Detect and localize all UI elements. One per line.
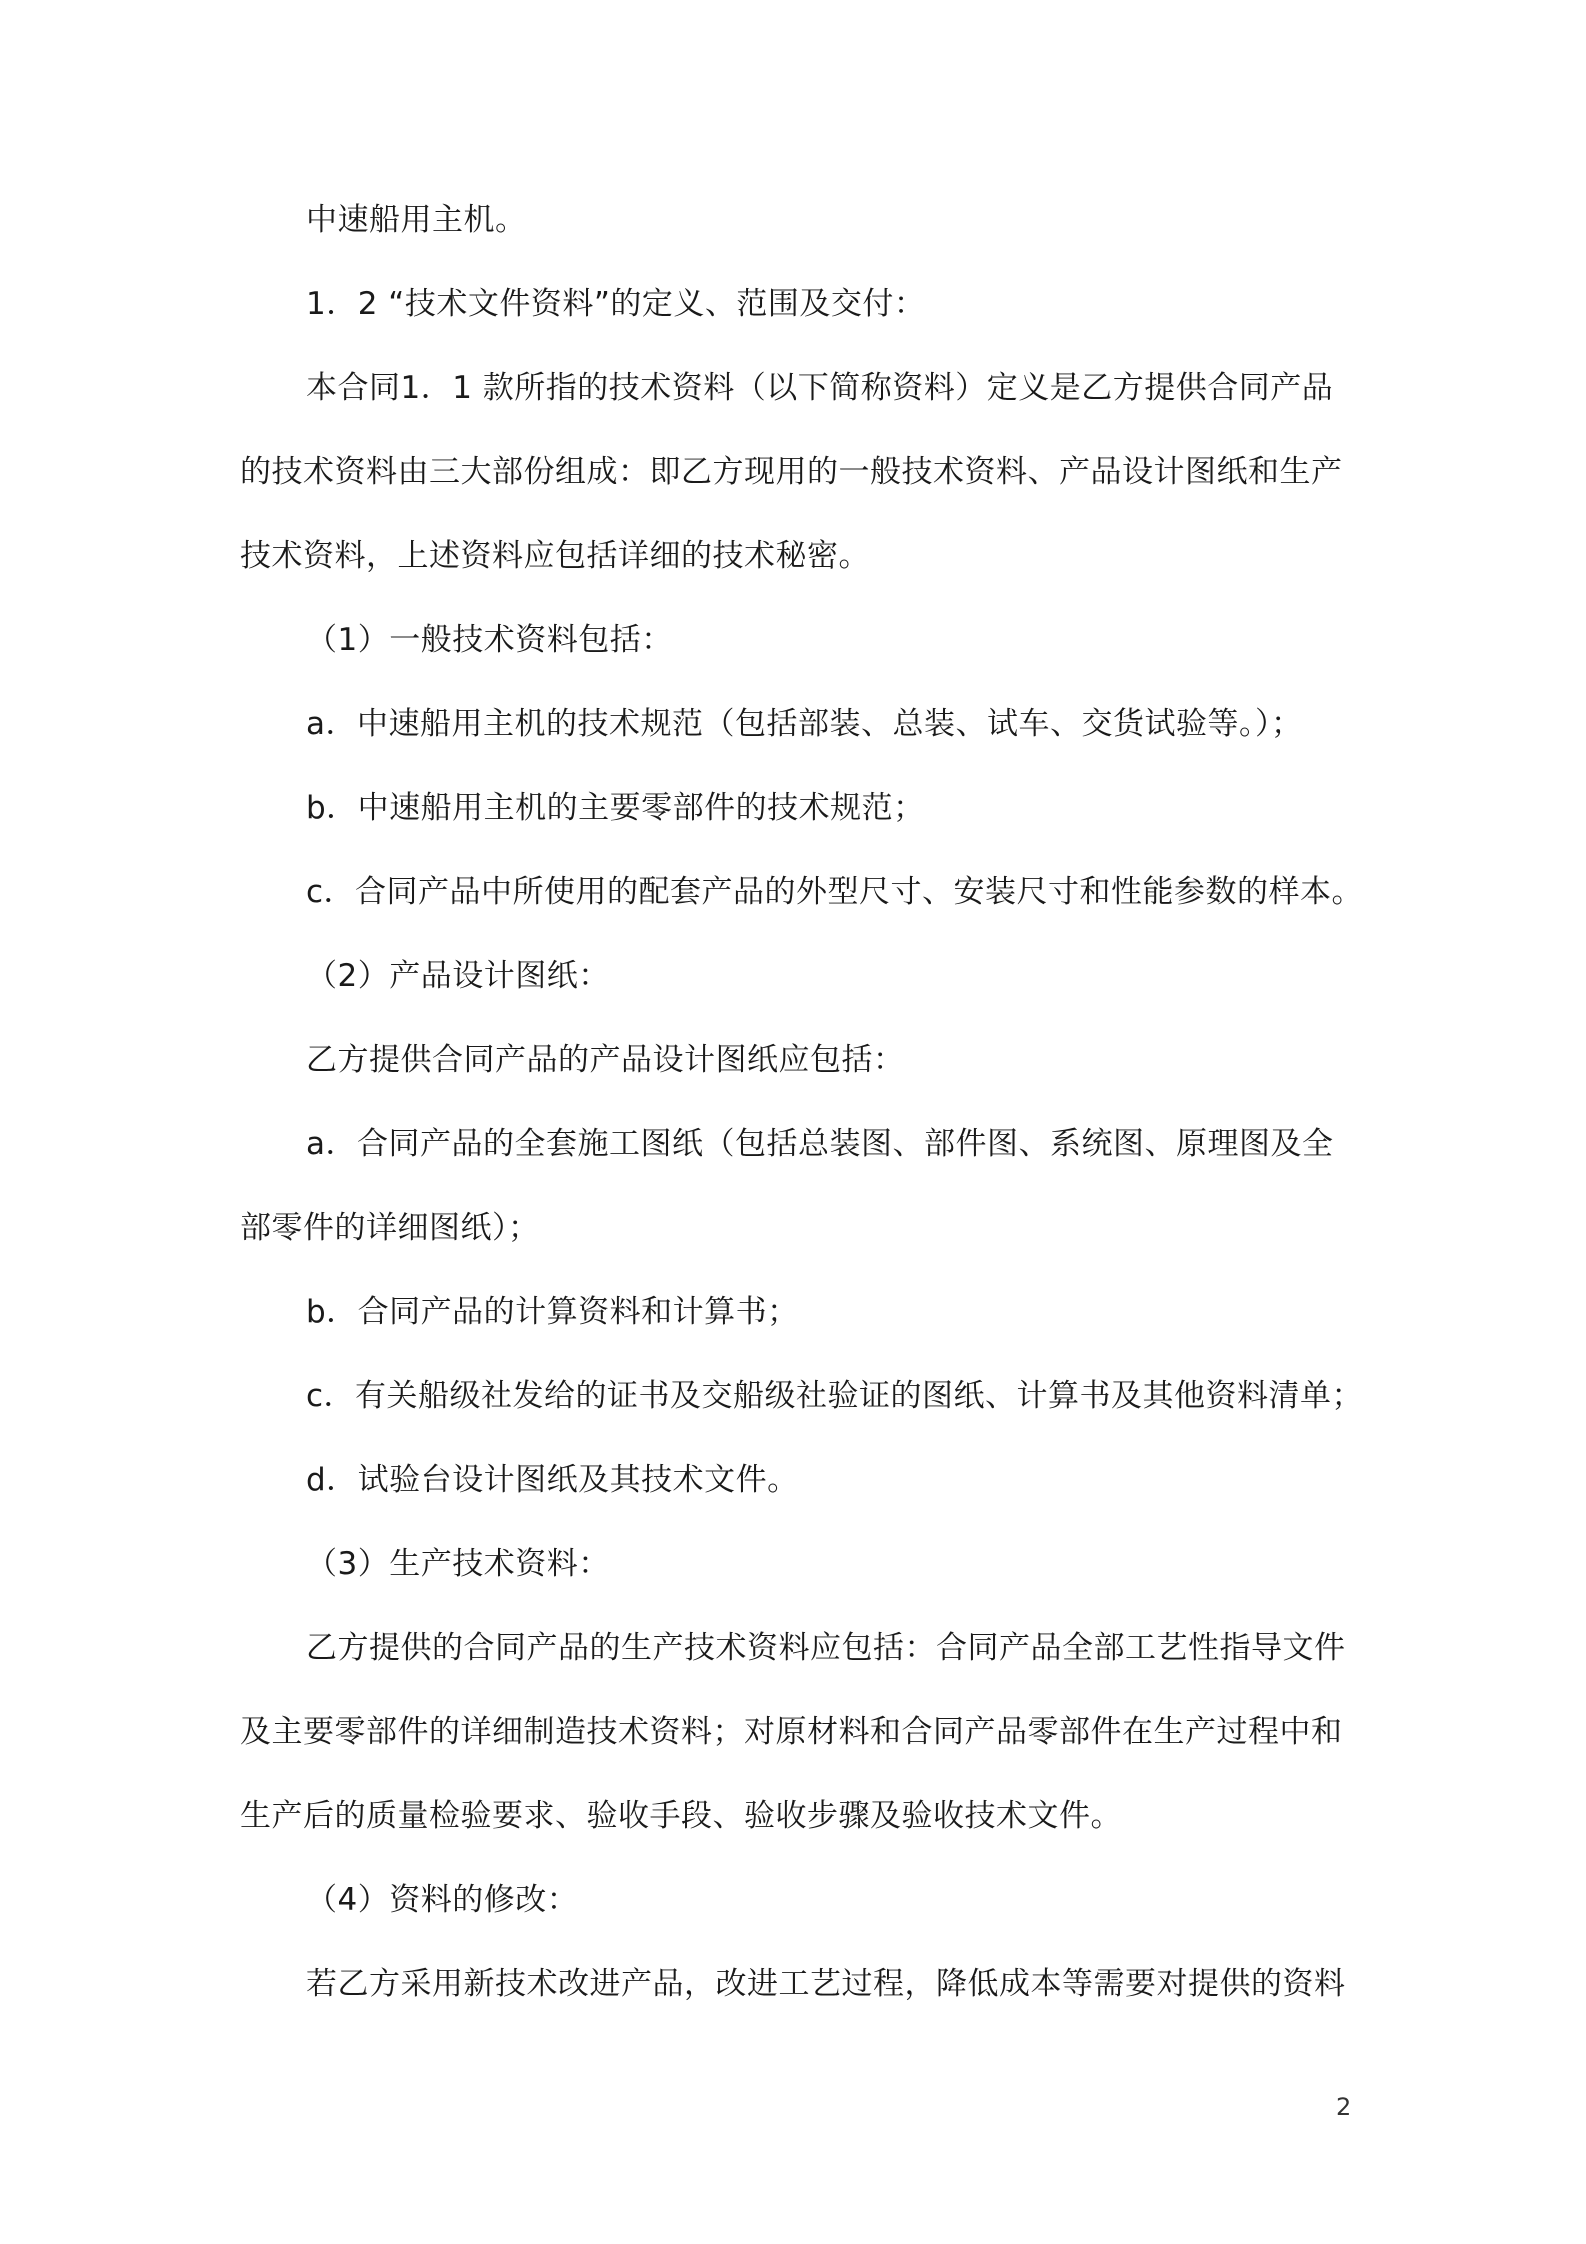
list-item-b: b．中速船用主机的主要零部件的技术规范；: [306, 790, 925, 826]
text-line: 部零件的详细图纸）；: [240, 1210, 540, 1246]
text-line: 及主要零部件的详细制造技术资料；对原材料和合同产品零部件在生产过程中和: [240, 1714, 1343, 1750]
list-item-c: c．合同产品中所使用的配套产品的外型尺寸、安装尺寸和性能参数的样本。: [306, 874, 1364, 910]
text-line: 本合同1．1 款所指的技术资料（以下简称资料）定义是乙方提供合同产品: [306, 370, 1334, 406]
subsection-heading-1: （1）一般技术资料包括：: [306, 622, 673, 658]
subsection-heading-4: （4）资料的修改：: [306, 1882, 579, 1918]
list-item-b: b．合同产品的计算资料和计算书；: [306, 1294, 799, 1330]
text-line: 若乙方采用新技术改进产品，改进工艺过程，降低成本等需要对提供的资料: [306, 1966, 1346, 2002]
text-line: 生产后的质量检验要求、验收手段、验收步骤及验收技术文件。: [240, 1798, 1122, 1834]
text-line: 技术资料，上述资料应包括详细的技术秘密。: [240, 538, 870, 574]
list-item-a: a．中速船用主机的技术规范（包括部装、总装、试车、交货试验等。）；: [306, 706, 1303, 742]
text-line: 的技术资料由三大部份组成：即乙方现用的一般技术资料、产品设计图纸和生产: [240, 454, 1343, 490]
text-line: 乙方提供合同产品的产品设计图纸应包括：: [306, 1042, 905, 1078]
list-item-a: a．合同产品的全套施工图纸（包括总装图、部件图、系统图、原理图及全: [306, 1126, 1334, 1162]
list-item-c: c．有关船级社发给的证书及交船级社验证的图纸、计算书及其他资料清单；: [306, 1378, 1364, 1414]
section-heading-1-2: 1．2 “技术文件资料”的定义、范围及交付：: [306, 286, 926, 322]
text-line: 乙方提供的合同产品的生产技术资料应包括：合同产品全部工艺性指导文件: [306, 1630, 1346, 1666]
page-number: 2: [1336, 2093, 1352, 2121]
subsection-heading-3: （3）生产技术资料：: [306, 1546, 610, 1582]
subsection-heading-2: （2）产品设计图纸：: [306, 958, 610, 994]
list-item-d: d．试验台设计图纸及其技术文件。: [306, 1462, 799, 1498]
text-line: 中速船用主机。: [306, 202, 527, 238]
